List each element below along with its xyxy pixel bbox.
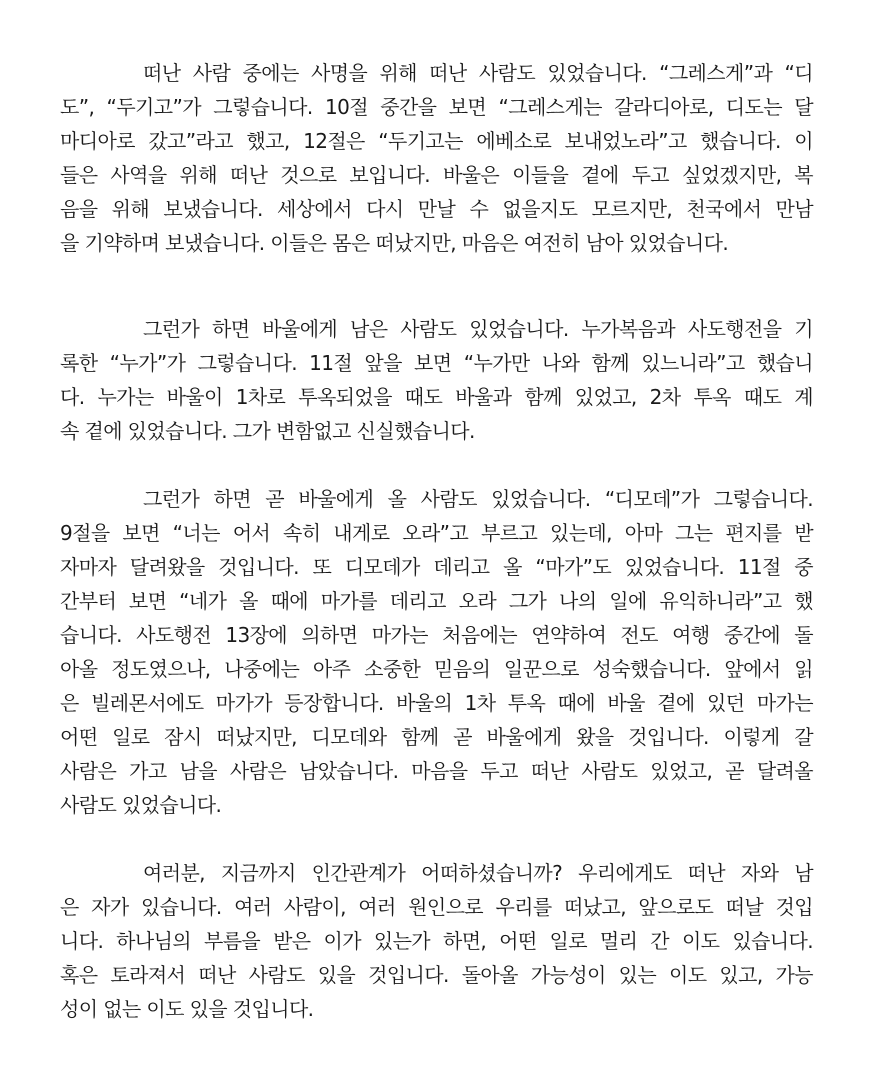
text-line: 그런가 하면 곧 바울에게 올 사람도 있었습니다. “디모데”가 그렇습니다.: [143, 487, 813, 511]
text-line: 사람도 있었습니다.: [60, 793, 222, 817]
text-line: 자마자 달려왔을 것입니다. 또 디모데가 데리고 올 “마가”도 있었습니다. 11절 중: [60, 555, 813, 579]
paragraph-departed-for-mission: [60, 56, 813, 260]
text-line: 성이 없는 이도 있을 것입니다.: [60, 997, 314, 1021]
text-line: 간부터 보면 “네가 올 때에 마가를 데리고 오라 그가 나의 일에 유익하니라”고 했: [60, 589, 813, 613]
text-line: 을 기약하며 보냈습니다. 이들은 몸은 떠났지만, 마음은 여전히 남아 있었습니다.: [60, 231, 729, 255]
paragraph-remained-luke: [60, 312, 813, 448]
text-line: 은 빌레몬서에도 마가가 등장합니다. 바울의 1차 투옥 때에 바울 곁에 있던 마가는: [60, 691, 813, 715]
text-line: 은 자가 있습니다. 여러 사람이, 여러 원인으로 우리를 떠났고, 앞으로도 떠날 것입: [60, 895, 813, 919]
text-line: 떠난 사람 중에는 사명을 위해 떠난 사람도 있었습니다. “그레스게”과 “디: [143, 61, 813, 85]
text-line: 혹은 토라져서 떠난 사람도 있을 것입니다. 돌아올 가능성이 있는 이도 있고, 가능: [60, 963, 813, 987]
text-line: 그런가 하면 바울에게 남은 사람도 있었습니다. 누가복음과 사도행전을 기: [143, 317, 813, 341]
text-line: 아올 정도였으나, 나중에는 아주 소중한 믿음의 일꾼으로 성숙했습니다. 앞에서 읽: [60, 657, 813, 681]
text-line: 9절을 보면 “너는 어서 속히 내게로 오라”고 부르고 있는데, 아마 그는 편지를 받: [60, 521, 813, 545]
text-line: 다. 누가는 바울이 1차로 투옥되었을 때도 바울과 함께 있었고, 2차 투옥 때도 계: [60, 385, 813, 409]
paragraph-our-relationships: [60, 856, 813, 1026]
paragraph-coming-timothy-mark: [60, 482, 813, 822]
text-line: 니다. 하나님의 부름을 받은 이가 있는가 하면, 어떤 일로 멀리 간 이도 있습니다.: [60, 929, 813, 953]
text-line: 사람은 가고 남을 사람은 남았습니다. 마음을 두고 떠난 사람도 있었고, 곧 달려올: [60, 759, 813, 783]
text-line: 습니다. 사도행전 13장에 의하면 마가는 처음에는 연약하여 전도 여행 중간에 돌: [60, 623, 813, 647]
text-line: 도”, “두기고”가 그렇습니다. 10절 중간을 보면 “그레스게는 갈라디아로, 디도는 달: [60, 95, 813, 119]
text-line: 여러분, 지금까지 인간관계가 어떠하셨습니까? 우리에게도 떠난 자와 남: [143, 861, 813, 885]
text-line: 어떤 일로 잠시 떠났지만, 디모데와 함께 곧 바울에게 왔을 것입니다. 이렇게 갈: [60, 725, 813, 749]
text-line: 속 곁에 있었습니다. 그가 변함없고 신실했습니다.: [60, 419, 475, 443]
text-line: 록한 “누가”가 그렇습니다. 11절 앞을 보면 “누가만 나와 함께 있느니라”고 했습니: [60, 351, 813, 375]
text-line: 음을 위해 보냈습니다. 세상에서 다시 만날 수 없을지도 모르지만, 천국에서 만남: [60, 197, 813, 221]
text-line: 마디아로 갔고”라고 했고, 12절은 “두기고는 에베소로 보내었노라”고 했습니다. 이: [60, 129, 813, 153]
text-line: 들은 사역을 위해 떠난 것으로 보입니다. 바울은 이들을 곁에 두고 싶었겠지만, 복: [60, 163, 813, 187]
